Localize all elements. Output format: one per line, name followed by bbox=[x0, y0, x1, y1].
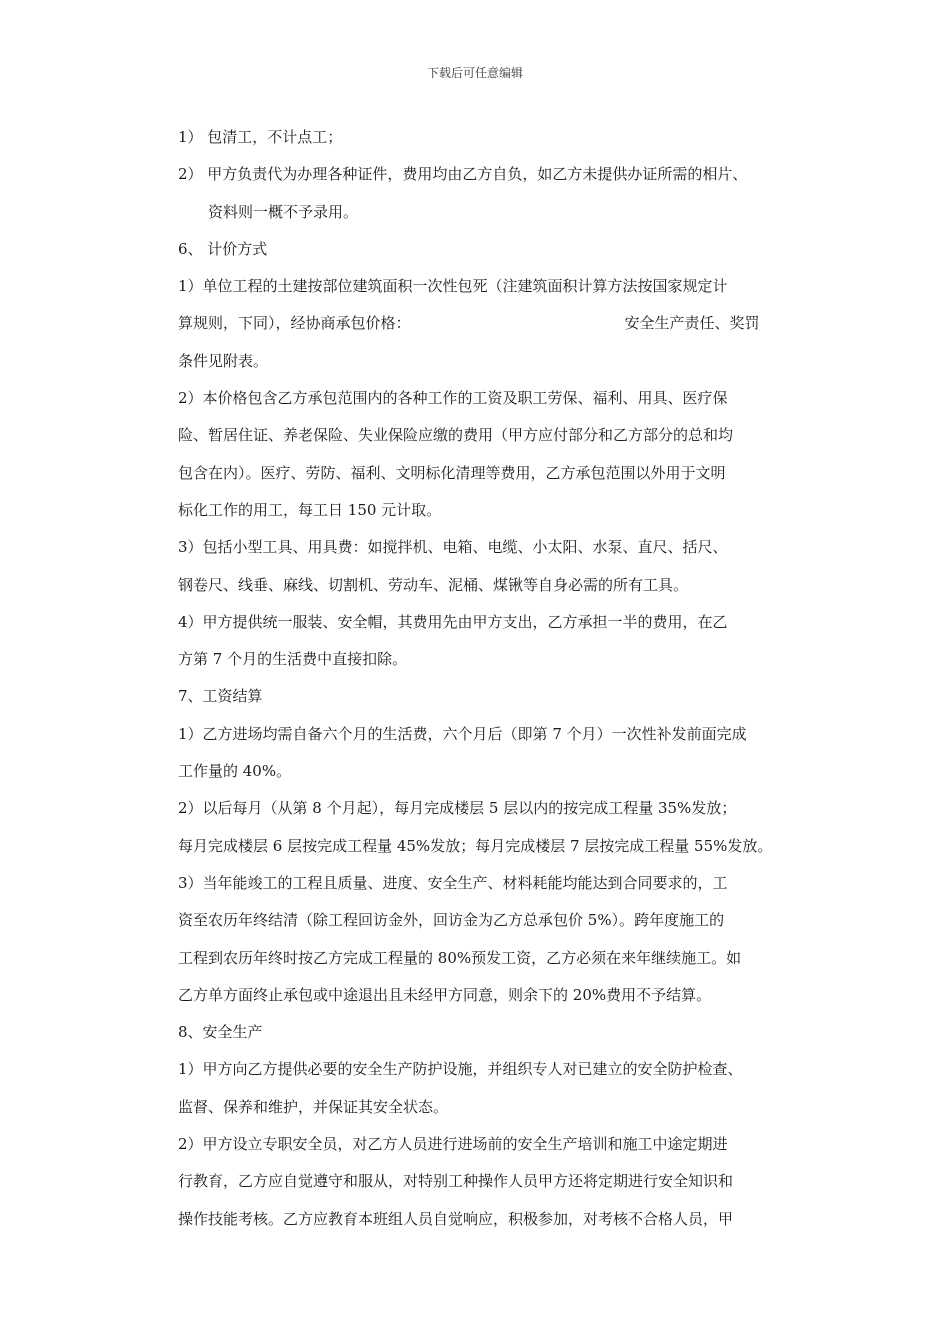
section-heading: 7、工资结算 bbox=[178, 687, 263, 706]
paragraph-line: 2）甲方设立专职安全员，对乙方人员进行进场前的安全生产培训和施工中途定期进 bbox=[178, 1135, 728, 1154]
paragraph-line: 1）甲方向乙方提供必要的安全生产防护设施，并组织专人对已建立的安全防护检查、 bbox=[178, 1060, 743, 1079]
page-header: 下载后可任意编辑 bbox=[426, 66, 523, 80]
paragraph-line: 3）当年能竣工的工程且质量、进度、安全生产、材料耗能均能达到合同要求的，工 bbox=[178, 873, 728, 892]
paragraph-line: 行教育，乙方应自觉遵守和服从，对特别工种操作人员甲方还将定期进行安全知识和 bbox=[178, 1172, 734, 1191]
paragraph-line: 1）乙方进场均需自备六个月的生活费，六个月后（即第 7 个月）一次性补发前面完成 bbox=[178, 724, 747, 743]
price-label: 算规则，下同），经协商承包价格： bbox=[178, 314, 411, 333]
safety-reference: 安全生产责任、奖罚 bbox=[624, 314, 760, 333]
section-heading: 8、安全生产 bbox=[178, 1023, 263, 1042]
paragraph-line: 1） 包清工，不计点工； bbox=[178, 128, 343, 146]
paragraph-line: 2）以后每月（从第 8 个月起），每月完成楼层 5 层以内的按完成工程量 35%发放； bbox=[178, 799, 737, 818]
paragraph-line bbox=[178, 310, 838, 347]
paragraph-line: 资至农历年终结清（除工程回访金外，回访金为乙方总承包价 5%）。跨年度施工的 bbox=[178, 911, 725, 930]
paragraph-line: 每月完成楼层 6 层按完成工程量 45%发放；每月完成楼层 7 层按完成工程量 55%发放。 bbox=[178, 836, 773, 855]
paragraph-line: 标化工作的用工，每工日 150 元计取。 bbox=[178, 500, 442, 519]
section-heading: 6、 计价方式 bbox=[178, 239, 268, 258]
paragraph-line: 包含在内）。医疗、劳防、福利、文明标化清理等费用，乙方承包范围以外用于文明 bbox=[178, 463, 726, 482]
paragraph-line: 2） 甲方负责代为办理各种证件，费用均由乙方自负，如乙方未提供办证所需的相片、 bbox=[178, 165, 748, 184]
document-body bbox=[178, 124, 838, 1243]
paragraph-line: 4）甲方提供统一服装、安全帽，其费用先由甲方支出，乙方承担一半的费用，在乙 bbox=[178, 612, 728, 631]
paragraph-line: 操作技能考核。乙方应教育本班组人员自觉响应，积极参加，对考核不合格人员，甲 bbox=[178, 1209, 734, 1228]
paragraph-line: 3）包括小型工具、用具费：如搅拌机、电箱、电缆、小太阳、水泵、直尺、括尺、 bbox=[178, 538, 728, 557]
paragraph-line: 工作量的 40%。 bbox=[178, 762, 292, 781]
paragraph-line: 乙方单方面终止承包或中途退出且未经甲方同意，则余下的 20%费用不予结算。 bbox=[178, 985, 712, 1004]
paragraph-line: 工程到农历年终时按乙方完成工程量的 80%预发工资，乙方必须在来年继续施工。如 bbox=[178, 948, 742, 967]
paragraph-line: 1）单位工程的土建按部位建筑面积一次性包死（注建筑面积计算方法按国家规定计 bbox=[178, 277, 728, 296]
paragraph-line: 险、暂居住证、养老保险、失业保险应缴的费用（甲方应付部分和乙方部分的总和均 bbox=[178, 426, 734, 445]
paragraph-line: 资料则一概不予录用。 bbox=[208, 202, 359, 221]
paragraph-line: 条件见附表。 bbox=[178, 351, 269, 370]
paragraph-line: 2）本价格包含乙方承包范围内的各种工作的工资及职工劳保、福利、用具、医疗保 bbox=[178, 389, 728, 408]
paragraph-line: 方第 7 个月的生活费中直接扣除。 bbox=[178, 650, 408, 669]
paragraph-line: 监督、保养和维护，并保证其安全状态。 bbox=[178, 1097, 449, 1116]
paragraph-line: 钢卷尺、线垂、麻线、切割机、劳动车、泥桶、煤锹等自身必需的所有工具。 bbox=[178, 575, 689, 594]
